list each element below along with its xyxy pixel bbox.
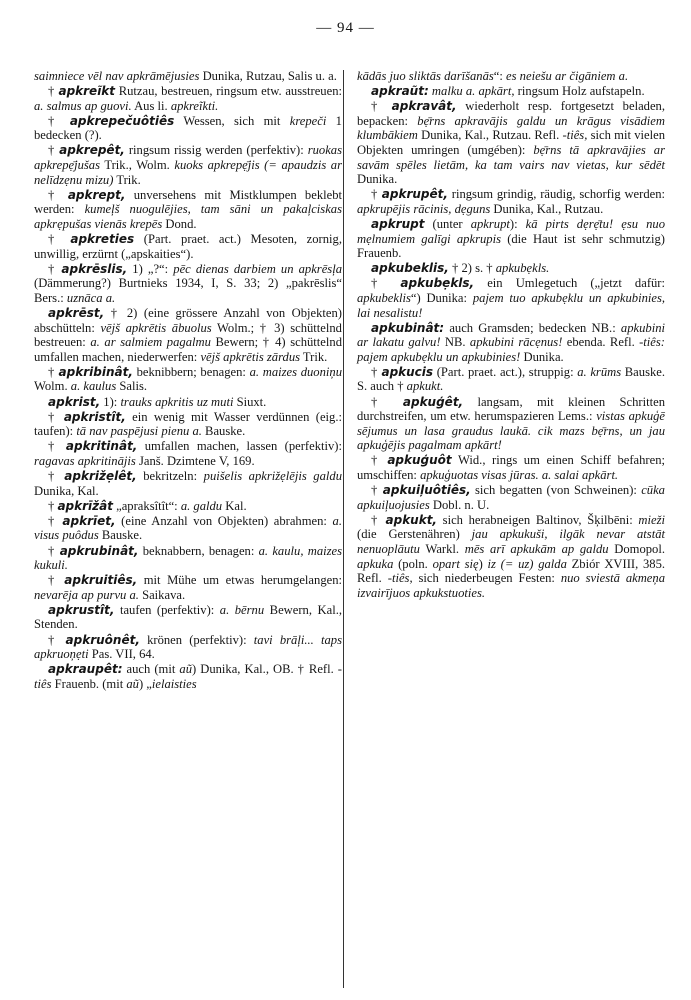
column-divider — [343, 70, 344, 988]
gloss-text: sich niederbeugen Festen: — [412, 571, 561, 586]
example-text: apkreĩkti. — [170, 98, 219, 113]
gloss-text: (die Gerstenähren) — [357, 527, 472, 542]
example-text: puišelis apkrižẹlējis galdu — [203, 469, 342, 484]
gloss-text: auch Gramsden; bedecken NB.: — [444, 320, 621, 335]
dictionary-entry — [34, 544, 342, 573]
gloss-text: Wolm. — [34, 379, 71, 394]
example-text: malku a. apkārt, — [431, 84, 515, 99]
gloss-text: Pas. VII, 64. — [88, 647, 155, 662]
example-text: aũ — [126, 676, 139, 691]
headword: apkraupêt: — [48, 662, 123, 677]
example-text: a. bērnu — [219, 602, 265, 617]
gloss-text: unversehens mit Mistklumpen beklebt werden: — [34, 187, 343, 217]
example-text: krepeči — [289, 113, 327, 128]
example-text: vējš apkrētis zārdus — [200, 349, 301, 364]
example-text: apkubini rācẹnus! — [469, 335, 563, 350]
dictionary-entry — [357, 261, 665, 276]
gloss-text: ringsum Holz aufstapeln. — [514, 84, 645, 99]
headword: apkuģuôt — [387, 453, 452, 468]
headword: apkrižẹlêt, — [64, 469, 137, 484]
gloss-text: † — [371, 364, 382, 379]
gloss-text: „apraksîtît“: — [112, 498, 181, 513]
gloss-text: † — [48, 469, 65, 484]
gloss-text: † — [371, 276, 401, 291]
dictionary-entry — [34, 573, 342, 602]
dictionary-entry — [34, 306, 342, 364]
gloss-text: “: — [493, 69, 507, 83]
dictionary-entry — [357, 395, 665, 453]
example-text: a. krūms — [577, 364, 622, 379]
gloss-text: 1 bedecken (?). — [34, 113, 342, 143]
example-text: vējš apkrētis ābuolus — [100, 320, 212, 335]
dictionary-entry — [34, 469, 342, 498]
left-column — [34, 69, 342, 692]
gloss-text: † 2) (eine grössere Anzahl von Objekten) abschütteln: — [34, 306, 342, 335]
gloss-text: † — [48, 143, 60, 158]
headword: apkrubinât, — [59, 543, 139, 558]
gloss-text: Saikava. — [138, 587, 186, 602]
headword: apkritinât, — [65, 439, 138, 454]
gloss-text: † — [48, 543, 60, 558]
gloss-text: ein wenig mit Wasser verdünnen (eig.: taufen): — [34, 409, 342, 439]
gloss-text: Dunika, Kal. — [34, 483, 99, 498]
gloss-text: Salis. — [116, 379, 148, 394]
gloss-text: † — [48, 113, 70, 128]
gloss-text: Frauenb. (mit — [51, 676, 127, 691]
gloss-text: Dunika. — [520, 349, 564, 364]
dictionary-entry — [34, 514, 342, 543]
right-column — [357, 69, 665, 601]
gloss-text: ringsum rissig werden (perfektiv): — [124, 143, 308, 158]
gloss-text: Dond. — [162, 216, 197, 231]
gloss-text: Trik., Wolm. — [100, 158, 175, 173]
example-text: tavi brāļi... taps apkruoņẹti — [34, 632, 342, 662]
gloss-text: Rutzau, bestreuen, ringsum etw. ausstreuen: — [115, 84, 342, 99]
gloss-text: (unter — [424, 216, 471, 231]
gloss-text: sich mit vielen Objekten umringen (umgében): — [357, 128, 665, 157]
gloss-text: ) „ — [138, 676, 152, 691]
example-text: apkrupt — [470, 216, 510, 231]
example-text: saimniece vēl nav apkrāmējusies — [34, 69, 203, 83]
gloss-text: NB. — [440, 335, 470, 350]
example-text: aũ — [179, 662, 192, 677]
example-text: ielaisties — [151, 676, 197, 691]
example-text: kādās juo sliktās darīšanās — [357, 69, 494, 83]
example-text: ruokas apkrepẹ̄jušas — [34, 143, 343, 173]
example-text: apkubẹkls. — [495, 261, 550, 276]
gloss-text: Dunika, Kal., Rutzau. — [490, 201, 604, 216]
dictionary-entry — [34, 143, 342, 187]
example-text: -tiês: pajem apkubẹklu un apkubinies! — [357, 335, 665, 364]
example-text: bẹ̄rns tā apkravājies ar savām spēles lietām, ka tam vairs nav vietas, kur sēdēt — [357, 142, 665, 172]
gloss-text: † — [371, 99, 392, 114]
example-text: pajem tuo apkubẹklu un apkubinies, lai nesalistu! — [357, 290, 666, 320]
example-text: trauks apkritis uz muti — [120, 394, 234, 409]
gloss-text: sich begatten (von Schweinen): — [470, 483, 642, 498]
headword: apkrist, — [48, 394, 101, 409]
gloss-text: (Part. praet. act.), struppig: — [433, 364, 578, 379]
gloss-text: ebenda. Refl. — [562, 335, 640, 350]
gloss-text: Warkl. — [419, 542, 465, 556]
example-text: a. kaulus — [70, 379, 117, 394]
headword: apkruônêt, — [65, 632, 140, 647]
gloss-text: Bauske. S. auch † — [357, 364, 666, 394]
gloss-text: † — [371, 512, 386, 527]
gloss-text: bekritzeln: — [136, 469, 204, 484]
gloss-text: Siuxt. — [233, 394, 267, 409]
example-text: a. kaulu, maizes kukuli. — [34, 543, 343, 573]
gloss-text: Aus li. — [131, 98, 171, 113]
gloss-text: Bauske. — [201, 424, 246, 439]
example-text: kā pirts dẹrẹ̄tu! ẹsu nuo mẹlnumiem galīgi apkrupis — [357, 216, 666, 246]
headword: apkrupêt, — [381, 187, 448, 202]
gloss-text: ein Umlegetuch („jetzt dafür: — [474, 276, 666, 291]
headword: apkravât, — [391, 99, 457, 114]
example-text: a. galdu — [180, 498, 223, 513]
gloss-text: beknabbern, benagen: — [138, 543, 259, 558]
headword: apkrept, — [67, 187, 126, 202]
headword: apkrīet, — [62, 513, 116, 528]
headword: apkristît, — [63, 409, 126, 424]
headword: apkreties — [70, 232, 135, 247]
gloss-text: Domopol. — [608, 542, 666, 556]
dictionary-entry — [34, 662, 342, 691]
gloss-text: (Part. praet. act.) Mesoten, zornig, unwillig, erzürnt („apskaities“). — [34, 232, 342, 261]
dictionary-entry — [34, 188, 342, 232]
gloss-text: † — [48, 439, 66, 454]
dictionary-entry — [357, 321, 665, 365]
example-text: apkubeklis — [357, 290, 411, 305]
example-text: mieži — [638, 512, 665, 527]
gloss-text: Bewern, Kal., Stenden. — [34, 602, 342, 632]
gloss-text: † — [48, 632, 66, 647]
dictionary-entry — [357, 69, 665, 84]
gloss-text: Wessen, sich mit — [174, 113, 290, 128]
example-text: iz (= uz) galda — [487, 556, 567, 571]
headword: apkubinât: — [371, 320, 445, 335]
gloss-text: sich herabneigen Baltinov, Šķilbēni: — [437, 512, 639, 527]
gloss-text: Bauske. — [98, 528, 143, 543]
gloss-text: Bewern; † 4) schüttelnd umfallen machen, niederwerfen: — [34, 335, 342, 364]
example-text: a. salmus ap guovi. — [34, 98, 132, 113]
example-text: mēs arī apkukām ap galdu — [464, 542, 609, 556]
gloss-text: 1): — [100, 394, 121, 409]
headword: apkrīžât — [57, 498, 113, 513]
dictionary-entry — [357, 365, 665, 394]
gloss-text: “) Dunika: — [410, 290, 473, 305]
dictionary-entry — [34, 395, 342, 410]
example-text: apkubini ar lakatu galvu! — [357, 320, 665, 350]
gloss-text: Dobl. n. U. — [429, 497, 490, 512]
headword: apkuģêt, — [402, 394, 464, 409]
dictionary-entry — [34, 84, 342, 113]
example-text: nevarēja ap purvu a. — [34, 587, 139, 602]
example-text: -tiês, — [562, 128, 588, 143]
headword: apkuiļuôtiês, — [382, 483, 471, 498]
headword: apkrepečuôtiês — [69, 113, 175, 128]
example-text: apkuka — [357, 556, 394, 571]
headword: apkribinât, — [58, 364, 133, 379]
example-text: pēc dienas darbiem un apkrēsļa — [173, 261, 342, 276]
gloss-text: † — [48, 513, 63, 528]
gloss-text: † — [48, 261, 62, 276]
dictionary-entry — [357, 276, 665, 320]
gloss-text: Janš. Dzimtene V, 169. — [135, 453, 255, 468]
example-text: tā nav paspējusi pienu a. — [76, 424, 202, 439]
gloss-text: † 2) s. † — [448, 261, 496, 276]
gloss-text: † — [371, 453, 388, 468]
dictionary-entry — [34, 365, 342, 394]
dictionary-entry — [34, 633, 342, 662]
headword: apkukt, — [385, 512, 437, 527]
gloss-text: wiederholt resp. fortgesetzt beladen, bepacken: — [357, 99, 665, 128]
example-text: -tiês — [34, 662, 342, 691]
gloss-text: ringsum grindig, räudig, schorfig werden: — [447, 187, 666, 202]
example-text: ragavas apkritinājis — [34, 453, 136, 468]
dictionary-entry — [34, 232, 342, 261]
gloss-text: Wid., rings um einen Schiff befahren; umschiffen: — [357, 453, 665, 483]
example-text: es neiešu ar čigāniem a. — [506, 69, 629, 83]
gloss-text: krönen (perfektiv): — [139, 632, 254, 647]
dictionary-entry — [357, 483, 665, 512]
gloss-text: 1) „?“: — [127, 261, 174, 276]
dictionary-entry — [357, 217, 665, 261]
headword: apkrepêt, — [59, 143, 125, 158]
example-text: vistas apkuģē sējumus un lasa graudus laukā. cik mazs bẹ̄rns, un jau apkuģējis pagalmam apkārt! — [357, 409, 666, 453]
gloss-text: Trik. — [300, 349, 328, 364]
dictionary-entry — [34, 499, 342, 514]
gloss-text: † — [48, 84, 59, 99]
example-text: kumeļš nuogulējies, tam sāni un pakaļciskas apkrẹpušas vienās krepēs — [34, 202, 342, 231]
gloss-text: langsam, mit kleinen Schritten durchstreifen, um etw. herumspazieren Lems.: — [357, 394, 665, 424]
headword: apkrēst, — [48, 306, 105, 320]
gloss-text: † — [48, 232, 71, 247]
dictionary-entry — [34, 439, 342, 468]
dictionary-entry — [357, 453, 665, 482]
dictionary-entry — [357, 84, 665, 99]
gloss-text: beknibbern; benagen: — [132, 364, 250, 379]
headword: apkubẹkls, — [400, 276, 475, 291]
gloss-text: mit Mühe um etwas herumgelangen: — [137, 573, 342, 588]
gloss-text: auch (mit — [122, 662, 180, 677]
gloss-text: † — [48, 498, 58, 513]
gloss-text: Dunika, Rutzau, Salis u. a. — [202, 69, 337, 83]
gloss-text: † — [48, 573, 65, 588]
gloss-text: Dunika, Kal., Rutzau. Refl. — [417, 128, 563, 143]
gloss-text: ) Dunika, Kal., OB. † Refl. — [191, 662, 338, 677]
example-text: a. ar salmiem pagalmu — [90, 335, 211, 350]
headword: apkubeklis, — [371, 261, 449, 276]
gloss-text: Kal. — [222, 498, 247, 513]
gloss-text: † — [48, 364, 59, 379]
headword: apkrēslis, — [61, 261, 128, 276]
gloss-text: umfallen machen, lassen (perfektiv): — [137, 439, 342, 454]
gloss-text: ) — [478, 556, 488, 571]
dictionary-entry — [34, 410, 342, 439]
gloss-text: † — [48, 409, 64, 424]
gloss-text: Wolm.; † 3) schüttelnd bestreuen: — [34, 320, 342, 350]
dictionary-entry — [34, 114, 342, 143]
dictionary-entry — [357, 513, 665, 601]
dictionary-entry — [34, 603, 342, 632]
gloss-text: (poln. — [393, 556, 433, 571]
gloss-text: Trik. — [113, 172, 141, 187]
dictionary-entry — [34, 69, 342, 84]
dictionary-entry — [34, 262, 342, 306]
example-text: kuoks apkrepẹ̄jis (= apaudzis ar nelīdzẹnu mizu) — [34, 158, 342, 187]
gloss-text: (Dämmerung?) Burtnieks 1934, I, S. 33; 2) „pakrēslis“ Bers.: — [34, 276, 342, 305]
dictionary-entry — [357, 187, 665, 216]
gloss-text: † — [48, 187, 68, 202]
example-text: cūka apkuiļuojusies — [357, 483, 665, 512]
example-text: -tiês, — [387, 571, 413, 586]
headword: apkreĩkt — [58, 84, 116, 99]
gloss-text: taufen (perfektiv): — [114, 602, 220, 617]
gloss-text: ): — [509, 216, 526, 231]
headword: apkruitiês, — [64, 573, 138, 588]
example-text: jau apkukuši, ilgāk nevar atstāt nenuoplāutu — [357, 527, 666, 556]
gloss-text: Dunika. — [357, 172, 398, 187]
headword: apkucis — [381, 364, 434, 379]
example-text: a. visus puôdus — [34, 513, 342, 543]
dictionary-entry — [357, 99, 665, 187]
gloss-text: (eine Anzahl von Objekten) abrahmen: — [115, 513, 333, 528]
gloss-text: † — [371, 187, 382, 202]
gloss-text: (die Haut ist sehr schmutzig) Frauenb. — [357, 231, 665, 261]
example-text: opart się — [432, 556, 479, 571]
page-number: — 94 — — [316, 20, 375, 36]
example-text: bẹ̄rns apkravājis galdu un krāgus visādiem klumbākiem — [357, 113, 665, 143]
example-text: uznāca a. — [66, 290, 116, 305]
headword: apkraũt: — [371, 84, 429, 99]
gloss-text: † — [371, 394, 403, 409]
example-text: a. maizes duoniņu — [249, 364, 342, 379]
headword: apkrupt — [371, 216, 425, 231]
gloss-text: † — [371, 483, 383, 498]
example-text: apkuģuotas visas jūras. a. salai apkārt. — [420, 468, 619, 483]
example-text: nuo sviestā akmeņa izvairījuos apkukstuoties. — [357, 571, 665, 600]
gloss-text: Zbiór XVIII, 385. Refl. — [357, 556, 666, 586]
example-text: apkrupējis rācinis, dẹguns — [357, 201, 491, 216]
headword: apkrustît, — [48, 602, 115, 617]
example-text: apkukt. — [406, 379, 444, 394]
